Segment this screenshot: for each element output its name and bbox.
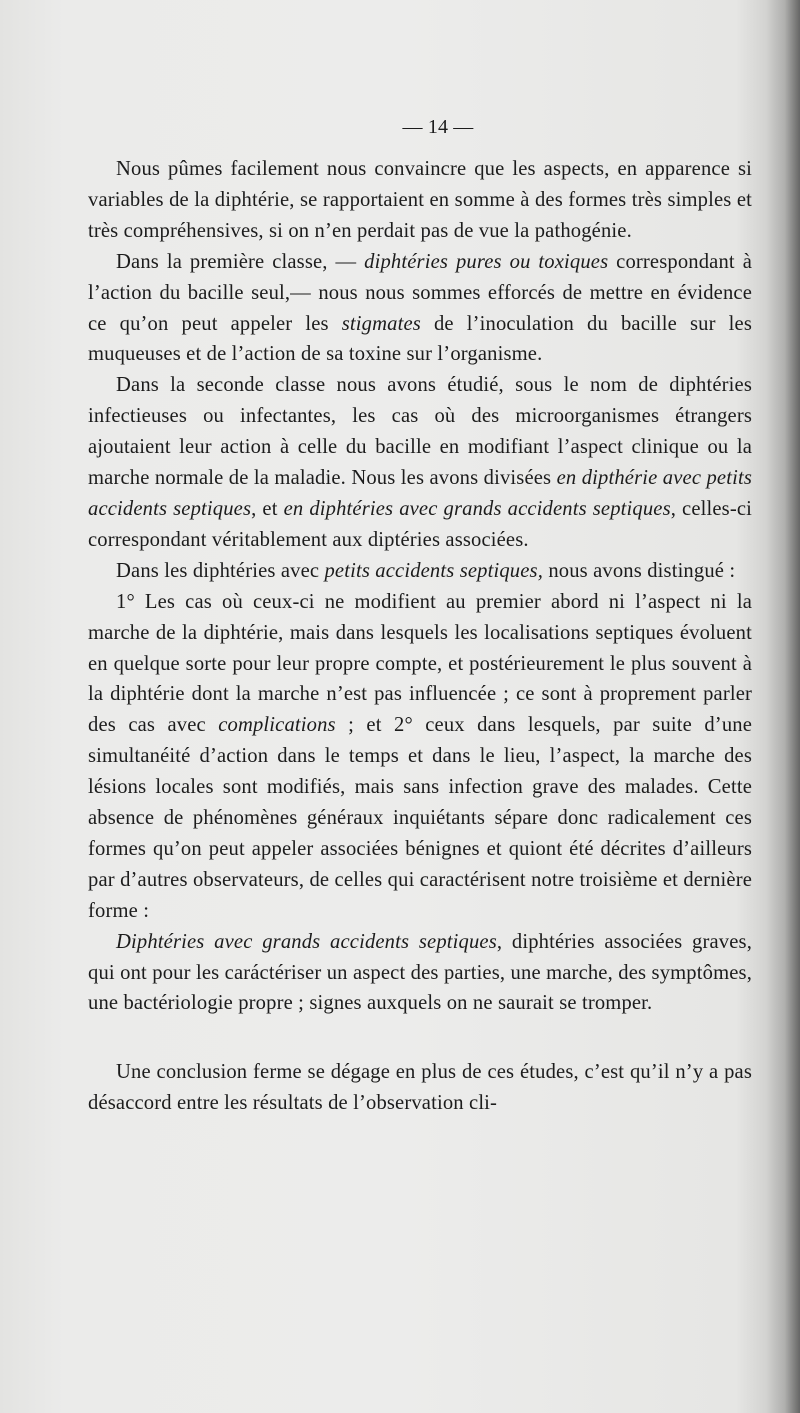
text-run: , diphtéries associées graves, qui ont pour les caráctériser un aspect des parties, une marche, des symptômes, une bactériologie propre ; signes auxquels on ne saurait se tromper. (88, 930, 752, 1015)
paragraph-6 (88, 927, 752, 1020)
text-run: de l’inoculation du bacille sur les muqueuses et de l’action de sa toxine sur l’organisme. (88, 312, 752, 366)
italic-run: en diphtéries avec grands accidents septiques (283, 497, 671, 520)
italic-run: Diphtéries avec grands accidents septiques (116, 930, 497, 953)
text-run: 1° Les cas où ceux-ci ne modifient au premier abord ni l’aspect ni la marche de la diphtérie, mais dans lesquels les localisations septiques évoluent en quelque sorte pour leur propre compte, et postérieurement le plus souvent à la diphtérie dont la marche n’est pas influencée ; ce sont à proprement parler des cas avec (88, 590, 752, 737)
page-edge-shadow (766, 0, 800, 1413)
paragraph-4 (88, 556, 752, 587)
paragraph-3 (88, 370, 752, 555)
text-run: Nous pûmes facilement nous convaincre que les aspects, en apparence si variables de la diphtérie, se rapportaient en somme à des formes très simples et très compréhensives, si on n’en perdait pas de vue la pathogénie. (88, 158, 752, 242)
page-text (88, 112, 752, 1119)
paragraph-5 (88, 587, 752, 927)
paragraph-1 (88, 154, 752, 247)
italic-run: complications (218, 714, 336, 737)
text-run: , et (251, 497, 284, 520)
italic-run: diphtéries pures ou toxiques (364, 250, 609, 273)
text-run: Une conclusion ferme se dégage en plus de ces études, c’est qu’il n’y a pas désaccord entre les résultats de l’observation cli- (88, 1061, 752, 1115)
italic-run: stigmates (341, 312, 421, 335)
paragraph-2 (88, 247, 752, 371)
italic-run: petits accidents septiques, (324, 559, 544, 582)
paragraph-7 (88, 1057, 752, 1119)
text-run: ; et 2° ceux dans lesquels, par suite d’une simultanéité d’action dans le temps et dans le lieu, l’aspect, la marche des lésions locales sont modifiés, mais sans infection grave des malades. Cette absence de phénomènes généraux inquiétants sépare donc radicalement ces formes qu’on peut appeler associées bénignes et quiont été décrites d’ailleurs par d’autres observateurs, de celles qui caractérisent notre troisième et dernière forme : (88, 714, 752, 922)
italic-run: en dipthérie avec petits accidents septiques (88, 467, 752, 520)
page-number: — 14 — (402, 116, 474, 138)
text-run: Dans les diphtéries avec (116, 559, 325, 582)
text-run: , celles-ci correspondant véritablement aux diptéries associées. (88, 497, 752, 551)
text-run: Dans la seconde classe nous avons étudié, sous le nom de diphtéries infectieuses ou infectantes, les cas où des microorganismes étrangers ajoutaient leur action à celle du bacille en modifiant l’aspect clinique ou la marche normale de la maladie. Nous les avons divisées (88, 374, 752, 490)
text-run: Dans la première classe, — (116, 250, 365, 273)
text-run: nous avons distingué : (543, 559, 736, 582)
text-run: correspondant à l’action du bacille seul,— nous nous sommes efforcés de mettre en évidence ce qu’on peut appeler les (88, 250, 752, 335)
